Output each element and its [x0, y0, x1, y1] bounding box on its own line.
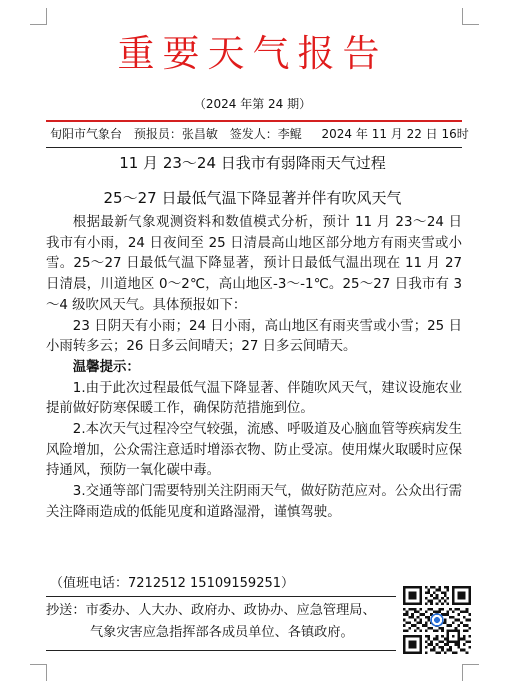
crop-mark-top-left — [30, 8, 47, 25]
analysis-paragraph: 根据最新气象观测资料和数值模式分析，预计 11 月 23～24 日我市有小雨，24 日夜间至 25 日清晨高山地区部分地方有雨夹雪或小雪。25～27 日最低气温下降显著，预计日最低气温出现在 11 月 27 日清晨，川道地区 0～2℃，高山地区-3～-1℃。25～27 日我市有 3～4 级吹风天气。具体预报如下： — [46, 215, 462, 313]
header-red-rule — [46, 120, 462, 122]
crop-mark-top-right — [462, 8, 479, 25]
qr-code-icon — [403, 586, 471, 654]
cc-bottom-rule — [46, 650, 396, 651]
forecast-paragraph: 23 日阴天有小雨；24 日小雨，高山地区有雨夹雪或小雪；25 日小雨转多云；26 日多云间晴天；27 日多云间晴天。 — [46, 318, 462, 355]
cc-line-1: 抄送：市委办、人大办、政府办、政协办、应急管理局、 — [46, 603, 376, 618]
crop-mark-bottom-right — [462, 664, 479, 681]
report-meta — [50, 125, 469, 143]
issuer: 签发人：李鲲 — [229, 127, 302, 141]
cc-top-rule — [46, 596, 396, 597]
report-body — [46, 213, 462, 524]
issuing-org: 旬阳市气象台 — [50, 127, 123, 141]
forecaster: 预报员：张昌敏 — [133, 127, 218, 141]
cc-list — [46, 600, 398, 644]
meta-divider — [46, 147, 462, 148]
tip-item: 2.本次天气过程冷空气较强，流感、呼吸道及心脑血管等疾病发生风险增加，公众需注意适时增添衣物、防止受凉。使用煤火取暖时应保持通风，预防一氧化碳中毒。 — [46, 422, 462, 479]
crop-mark-bottom-left — [30, 664, 47, 681]
duty-phone: （值班电话：7212512 15109159251） — [50, 576, 295, 591]
report-title: 重要天气报告 — [117, 32, 388, 75]
tip-item: 3.交通等部门需要特别关注阴雨天气，做好防范应对。公众出行需关注降雨造成的低能见度和道路湿滑，谨慎驾驶。 — [46, 484, 462, 520]
tip-item: 1.由于此次过程最低气温下降显著、伴随吹风天气，建议设施农业提前做好防寒保暖工作，确保防范措施到位。 — [46, 380, 462, 417]
cc-line-2: 气象灾害应急指挥部各成员单位、各镇政府。 — [90, 625, 354, 640]
issue-number: （2024 年第 24 期） — [193, 97, 312, 111]
headline-rain: 11 月 23～24 日我市有弱降雨天气过程 — [119, 154, 386, 172]
headline-temperature: 25～27 日最低气温下降显著并伴有吹风天气 — [103, 189, 402, 207]
issue-date: 2024 年 11 月 22 日 16时 — [321, 127, 469, 141]
tips-heading: 温馨提示： — [72, 359, 140, 375]
